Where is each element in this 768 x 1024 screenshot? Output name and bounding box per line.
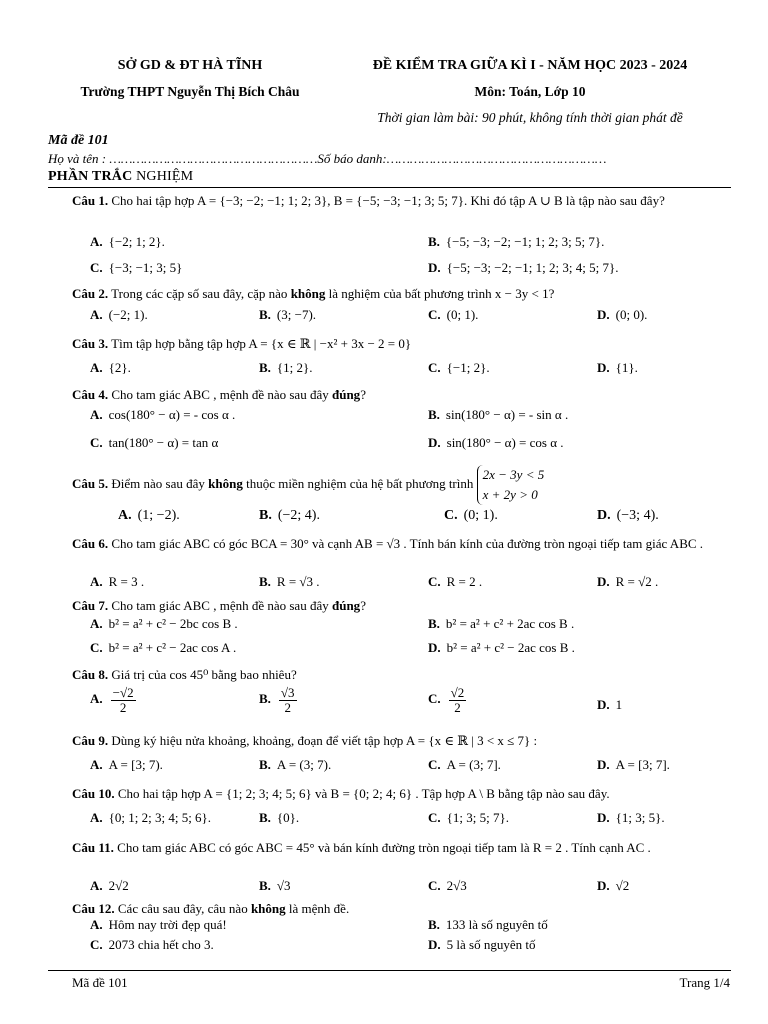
fraction: $\frac{√3}{2}$ [280,685,295,715]
department-name: SỞ GD & ĐT HÀ TĨNH [117,58,263,73]
question-3: Câu 3. Tìm tập hợp bằng tập hợp A = {x ∈ ℝ | −x² + 3x − 2 = 0} [72,336,412,351]
q12-option-a: A. Hôm nay trời đẹp quá! [90,917,227,932]
question-text: Cho hai tập hợp A = {−3; −2; −1; 1; 2; 3}, B = {−5; −3; −1; 3; 5; 7}. Khi đó tập A ∪ B là tập nào sau đây? [108,193,665,208]
question-12: Câu 12. Các câu sau đây, câu nào không là mệnh đề. [72,901,350,916]
section-title-normal: NGHIỆM [132,169,194,184]
q2-option-a: A. (−2; 1). [90,307,148,322]
q8-option-a: A. $\frac{-√2}{2}$ [90,685,134,715]
q8-option-c: C. $\frac{√2}{2}$ [428,685,465,715]
q7-option-c: C. b² = a² + c² − 2ac cos A . [90,640,237,655]
q4-option-b: B. sin(180° − α) = - sin α . [428,407,569,422]
fraction: $\frac{-√2}{2}$ [112,685,134,715]
q3-option-d: D. {1}. [597,360,638,375]
subject-line: Môn: Toán, Lớp 10 [474,84,586,99]
question-5: Câu 5. Điểm nào sau đây không thuộc miền nghiệm của hệ bất phương trình 2x − 3y < 5 x + 2y > 0 [72,462,732,506]
q12-option-d: D. 5 là số nguyên tố [428,937,536,952]
q11-option-a: A. 2√2 [90,878,129,893]
header-left [60,52,320,105]
q11-option-c: C. 2√3 [428,878,467,893]
section-title [48,169,193,185]
exam-title: ĐỀ KIỂM TRA GIỮA KÌ I - NĂM HỌC 2023 - 2024 [372,58,688,73]
q5-option-c: C. (0; 1). [444,508,498,523]
q8-option-b: B. $\frac{√3}{2}$ [259,685,295,715]
q9-option-b: B. A = (3; 7). [259,757,332,772]
question-8: Câu 8. Giá trị của cos 45⁰ bằng bao nhiêu? [72,667,297,682]
header-right [340,52,720,131]
question-9: Câu 9. Dùng ký hiệu nửa khoảng, khoảng, đoạn để viết tập hợp A = {x ∈ ℝ | 3 < x ≤ 7} : [72,733,538,748]
q1-option-c: C. {−3; −1; 3; 5} [90,260,183,275]
q2-option-c: C. (0; 1). [428,307,479,322]
q9-option-d: D. A = [3; 7]. [597,757,670,772]
q4-option-d: D. sin(180° − α) = cos α . [428,435,564,450]
footer-exam-code: Mã đề 101 [72,975,128,990]
q1-option-b: B. {−5; −3; −2; −1; 1; 2; 3; 5; 7}. [428,234,605,249]
footer-divider [48,970,731,971]
q6-option-c: C. R = 2 . [428,574,483,589]
q7-option-d: D. b² = a² + c² − 2ac cos B . [428,640,575,655]
q7-option-a: A. b² = a² + c² − 2bc cos B . [90,616,238,631]
q5-option-d: D. (−3; 4). [597,508,659,523]
q10-option-d: D. {1; 3; 5}. [597,810,665,825]
fraction: $\frac{√2}{2}$ [450,685,465,715]
student-info-line: Họ và tên : ………………………………………………Số báo danh:………………………………………………… [48,151,607,166]
inequality-system: 2x − 3y < 5 x + 2y > 0 [477,465,545,505]
q4-option-c: C. tan(180° − α) = tan α [90,435,219,450]
page-number: Trang 1/4 [679,975,730,990]
q3-option-b: B. {1; 2}. [259,360,313,375]
exam-code: Mã đề 101 [48,133,109,148]
q6-option-a: A. R = 3 . [90,574,145,589]
q12-option-b: B. 133 là số nguyên tố [428,917,548,932]
question-2: Câu 2. Trong các cặp số sau đây, cặp nào không là nghiệm của bất phương trình x − 3y < 1? [72,286,555,301]
q9-option-a: A. A = [3; 7). [90,757,163,772]
q1-option-d: D. {−5; −3; −2; −1; 1; 2; 3; 4; 5; 7}. [428,260,619,275]
question-7: Câu 7. Cho tam giác ABC , mệnh đề nào sau đây đúng? [72,598,366,613]
q8-option-d: D. 1 [597,697,623,712]
q6-option-b: B. R = √3 . [259,574,320,589]
q2-option-d: D. (0; 0). [597,307,648,322]
q3-option-a: A. {2}. [90,360,131,375]
time-note: Thời gian làm bài: 90 phút, không tính thời gian phát đề [377,110,683,125]
q9-option-c: C. A = (3; 7]. [428,757,501,772]
q4-option-a: A. cos(180° − α) = - cos α . [90,407,236,422]
q5-option-b: B. (−2; 4). [259,508,320,523]
school-name: Trường THPT Nguyễn Thị Bích Châu [80,84,300,99]
section-divider [48,187,731,188]
q11-option-b: B. √3 [259,878,291,893]
q7-option-b: B. b² = a² + c² + 2ac cos B . [428,616,575,631]
question-10: Câu 10. Cho hai tập hợp A = {1; 2; 3; 4; 5; 6} và B = {0; 2; 4; 6} . Tập hợp A \ B bằng tập nào sau đây. [72,786,610,801]
q10-option-c: C. {1; 3; 5; 7}. [428,810,509,825]
q10-option-b: B. {0}. [259,810,300,825]
question-6: Câu 6. Cho tam giác ABC có góc BCA = 30° và cạnh AB = √3 . Tính bán kính của đường tròn ngoại tiếp tam giác ABC . [72,536,704,551]
q3-option-c: C. {−1; 2}. [428,360,490,375]
q6-option-d: D. R = √2 . [597,574,659,589]
section-title-bold: PHẦN TRẮC [48,169,133,184]
q5-option-a: A. (1; −2). [118,508,180,523]
q11-option-d: D. √2 [597,878,630,893]
question-4: Câu 4. Cho tam giác ABC , mệnh đề nào sau đây đúng? [72,387,366,402]
q10-option-a: A. {0; 1; 2; 3; 4; 5; 6}. [90,810,212,825]
question-1 [72,190,732,211]
q12-option-c: C. 2073 chia hết cho 3. [90,937,214,952]
q1-option-a: A. {−2; 1; 2}. [90,234,165,249]
question-label: Câu 1. [72,193,109,208]
q2-option-b: B. (3; −7). [259,307,317,322]
question-11: Câu 11. Cho tam giác ABC có góc ABC = 45° và bán kính đường tròn ngoại tiếp tam là R = 2 . Tính cạnh AC . [72,840,651,855]
